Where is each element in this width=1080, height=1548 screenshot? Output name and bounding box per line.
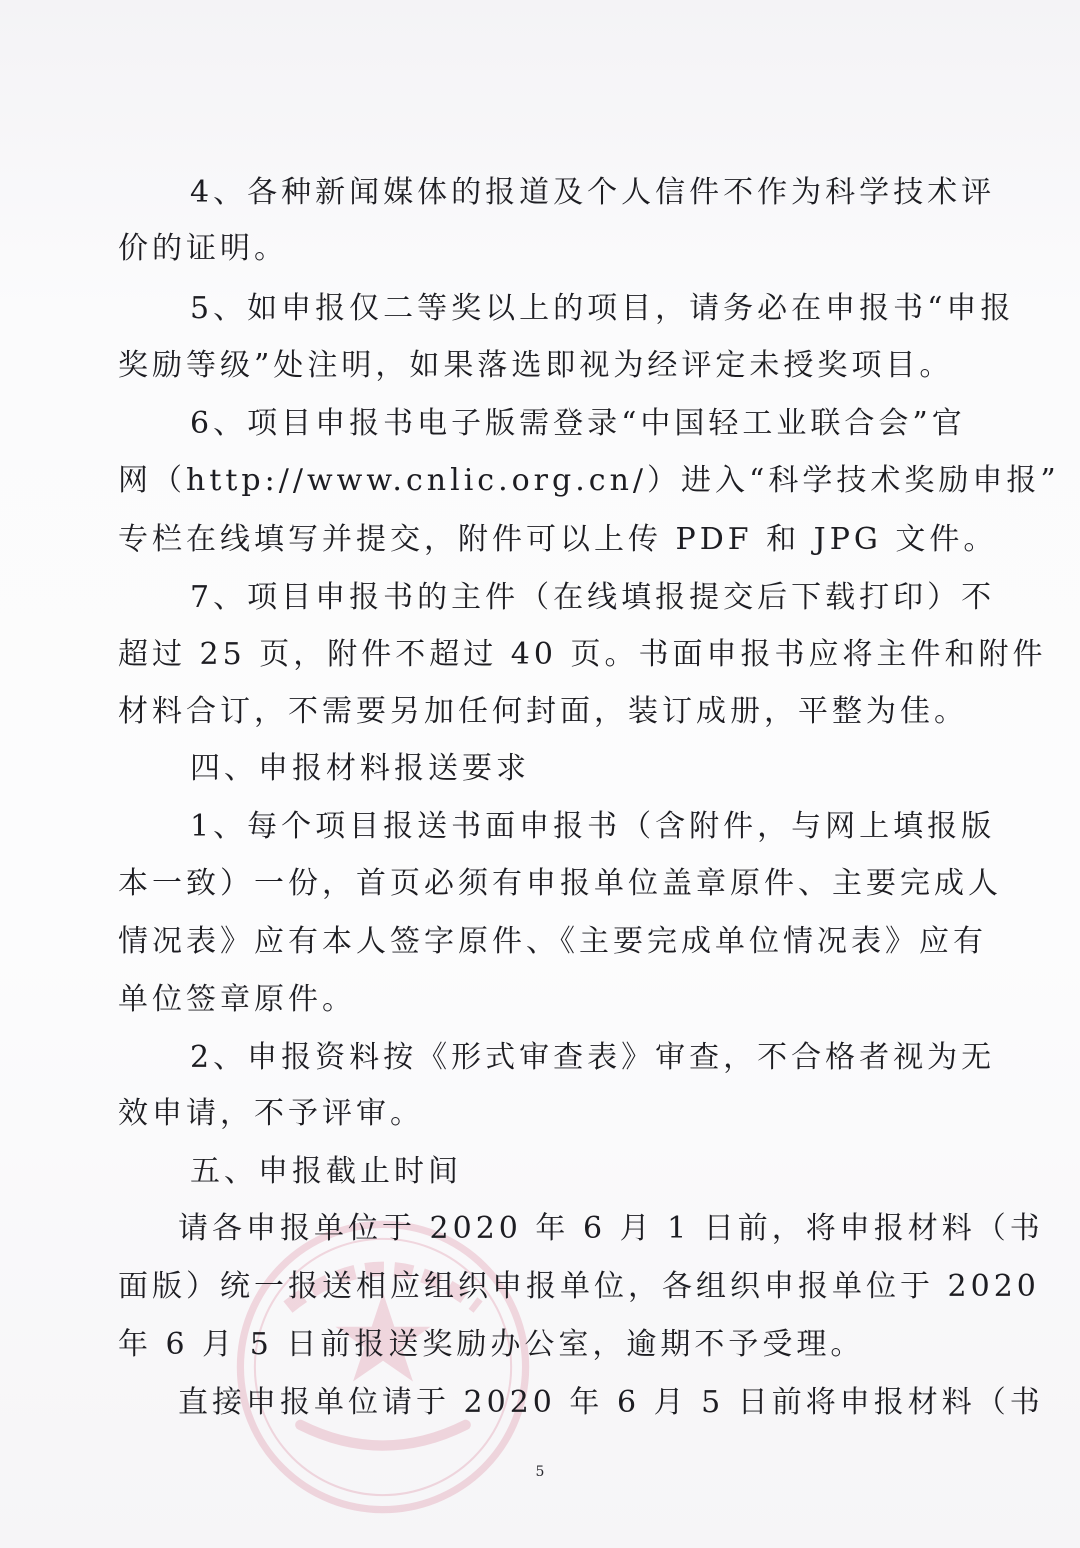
paragraph-line: 超过 25 页，附件不超过 40 页。书面申报书应将主件和附件 bbox=[118, 637, 1047, 672]
paragraph-line: 材料合订，不需要另加任何封面，装订成册，平整为佳。 bbox=[118, 694, 968, 729]
paragraph-line: 年 6 月 5 日前报送奖励办公室，逾期不予受理。 bbox=[118, 1327, 865, 1362]
section-heading: 四、申报材料报送要求 bbox=[190, 751, 530, 786]
paragraph-line: 1、每个项目报送书面申报书（含附件，与网上填报版 bbox=[190, 809, 996, 844]
paragraph-line: 奖励等级”处注明，如果落选即视为经评定未授奖项目。 bbox=[118, 348, 954, 383]
page-number: 5 bbox=[535, 1464, 545, 1480]
paragraph-line: 5、如申报仅二等奖以上的项目，请务必在申报书“申报 bbox=[190, 291, 1015, 326]
paragraph-line: 本一致）一份，首页必须有申报单位盖章原件、主要完成人 bbox=[118, 866, 1002, 901]
paragraph-line: 专栏在线填写并提交，附件可以上传 PDF 和 JPG 文件。 bbox=[118, 522, 998, 557]
paragraph-line: 7、项目申报书的主件（在线填报提交后下载打印）不 bbox=[190, 580, 996, 615]
paragraph-line: 效申请，不予评审。 bbox=[118, 1096, 424, 1131]
paragraph-line: 网（http://www.cnlic.org.cn/）进入“科学技术奖励申报” bbox=[118, 463, 1060, 498]
paragraph-line: 2、申报资料按《形式审查表》审查，不合格者视为无 bbox=[190, 1040, 996, 1075]
paragraph-line: 单位签章原件。 bbox=[118, 982, 356, 1017]
paragraph-line: 面版）统一报送相应组织申报单位，各组织申报单位于 2020 bbox=[118, 1269, 1040, 1304]
section-heading: 五、申报截止时间 bbox=[190, 1154, 462, 1189]
paragraph-line: 请各申报单位于 2020 年 6 月 1 日前，将申报材料（书 bbox=[178, 1211, 1044, 1246]
paragraph-line: 直接申报单位请于 2020 年 6 月 5 日前将申报材料（书 bbox=[178, 1385, 1044, 1420]
paragraph-line: 价的证明。 bbox=[118, 231, 288, 266]
paragraph-line: 情况表》应有本人签字原件、《主要完成单位情况表》应有 bbox=[118, 924, 987, 959]
paragraph-line: 6、项目申报书电子版需登录“中国轻工业联合会”官 bbox=[190, 406, 966, 441]
paragraph-line: 4、各种新闻媒体的报道及个人信件不作为科学技术评 bbox=[190, 175, 996, 210]
